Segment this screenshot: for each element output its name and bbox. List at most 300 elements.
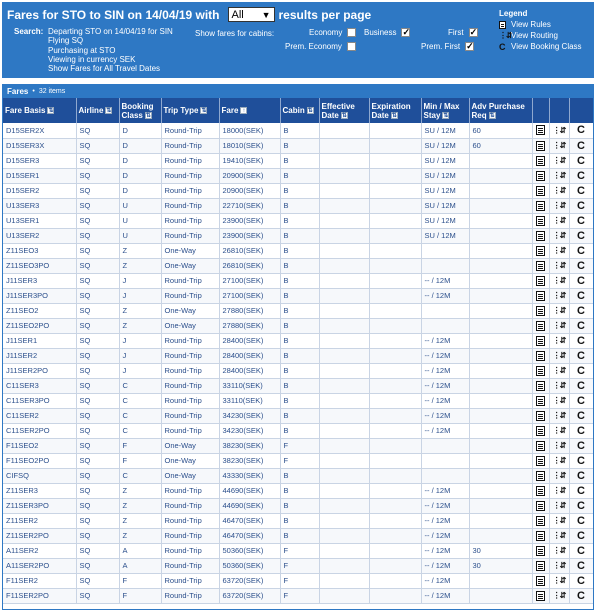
fare-basis-cell: D15SER3 <box>3 153 76 168</box>
booking-class-icon[interactable]: C <box>577 394 585 407</box>
rules-icon[interactable] <box>536 531 545 541</box>
rules-icon[interactable] <box>536 306 545 316</box>
adv-purchase-cell <box>469 393 532 408</box>
view-rules-cell <box>532 483 549 498</box>
view-routing-cell <box>549 198 569 213</box>
rules-icon[interactable] <box>536 276 545 286</box>
sort-icon[interactable]: ⇅ <box>391 112 397 119</box>
cabin-cell: B <box>280 423 319 438</box>
routing-icon[interactable]: ⋮⇵ <box>552 441 566 450</box>
routing-icon[interactable]: ⋮⇵ <box>552 276 566 285</box>
fare-basis-cell: Z11SEO3PO <box>3 258 76 273</box>
routing-icon[interactable]: ⋮⇵ <box>552 576 566 585</box>
fare-basis-cell: J11SER1 <box>3 333 76 348</box>
cabin-cell: B <box>280 138 319 153</box>
column-header[interactable] <box>119 98 161 123</box>
table-row <box>3 153 593 168</box>
column-header[interactable] <box>161 98 219 123</box>
booking-class-icon[interactable]: C <box>577 334 585 347</box>
airline-cell: SQ <box>76 228 119 243</box>
view-booking-class-cell <box>569 348 593 363</box>
routing-icon[interactable]: ⋮⇵ <box>552 201 566 210</box>
booking-class-cell: F <box>119 453 161 468</box>
expiration-date-cell <box>369 363 421 378</box>
rules-icon[interactable] <box>536 125 545 135</box>
rules-icon[interactable] <box>536 366 545 376</box>
effective-date-cell <box>319 363 369 378</box>
booking-class-icon[interactable]: C <box>577 469 585 482</box>
cabin-first[interactable] <box>448 28 478 37</box>
fare-basis-cell: Z11SEO3 <box>3 243 76 258</box>
view-rules-cell <box>532 168 549 183</box>
routing-icon[interactable]: ⋮⇵ <box>552 456 566 465</box>
rules-icon[interactable] <box>536 261 545 271</box>
booking-class-icon[interactable]: C <box>577 319 585 332</box>
trip-type-cell: Round-Trip <box>161 198 219 213</box>
fare-basis-cell: C11SER3 <box>3 378 76 393</box>
booking-class-cell: U <box>119 228 161 243</box>
airline-cell: SQ <box>76 453 119 468</box>
legend-view-routing <box>499 30 582 41</box>
view-routing-cell <box>549 123 569 138</box>
rules-icon[interactable] <box>536 486 545 496</box>
booking-class-icon[interactable]: C <box>577 154 585 167</box>
airline-cell: SQ <box>76 168 119 183</box>
routing-icon[interactable]: ⋮⇵ <box>552 141 566 150</box>
booking-class-icon[interactable]: C <box>577 259 585 272</box>
view-booking-class-cell <box>569 483 593 498</box>
view-routing-cell <box>549 213 569 228</box>
search-line: Viewing in currency SEK <box>48 54 136 64</box>
fare-basis-cell: CIFSQ <box>3 468 76 483</box>
view-rules-cell <box>532 453 549 468</box>
trip-type-cell: Round-Trip <box>161 378 219 393</box>
table-body <box>3 123 593 603</box>
airline-cell: SQ <box>76 543 119 558</box>
fare-cell: 27100(SEK) <box>219 288 280 303</box>
adv-purchase-cell: 30 <box>469 558 532 573</box>
sort-icon[interactable]: ⇅ <box>489 112 495 119</box>
rules-icon[interactable] <box>536 456 545 466</box>
adv-purchase-cell <box>469 153 532 168</box>
routing-icon[interactable]: ⋮⇵ <box>552 216 566 225</box>
trip-type-cell: Round-Trip <box>161 528 219 543</box>
fare-cell: 26810(SEK) <box>219 243 280 258</box>
legend-view-booking-class <box>499 41 582 52</box>
booking-class-icon[interactable]: C <box>577 514 585 527</box>
table-row <box>3 198 593 213</box>
rules-icon[interactable] <box>536 441 545 451</box>
rules-icon[interactable] <box>536 321 545 331</box>
routing-icon[interactable]: ⋮⇵ <box>552 261 566 270</box>
sort-icon[interactable]: ⇅ <box>106 108 112 115</box>
view-routing-cell <box>549 453 569 468</box>
fare-cell: 50360(SEK) <box>219 543 280 558</box>
table-row <box>3 333 593 348</box>
min-max-stay-cell: -- / 12M <box>421 423 469 438</box>
adv-purchase-cell <box>469 348 532 363</box>
rules-icon[interactable] <box>536 546 545 556</box>
rules-icon[interactable] <box>536 591 545 601</box>
column-header-label: Effective Date <box>321 101 355 120</box>
rules-icon[interactable] <box>536 171 545 181</box>
min-max-stay-cell: -- / 12M <box>421 333 469 348</box>
fare-cell: 20900(SEK) <box>219 168 280 183</box>
cabin-economy[interactable] <box>309 28 356 37</box>
search-label: Search: <box>14 27 44 36</box>
rules-icon[interactable] <box>536 426 545 436</box>
booking-class-cell: D <box>119 138 161 153</box>
rules-icon[interactable] <box>536 216 545 226</box>
routing-icon[interactable]: ⋮⇵ <box>552 246 566 255</box>
cabin-prem-economy-checkbox[interactable] <box>347 42 356 51</box>
table-row <box>3 423 593 438</box>
rules-icon[interactable] <box>536 156 545 166</box>
routing-icon[interactable]: ⋮⇵ <box>552 426 566 435</box>
view-rules-cell <box>532 228 549 243</box>
cabin-cell: B <box>280 153 319 168</box>
booking-class-icon[interactable]: C <box>577 139 585 152</box>
view-routing-cell <box>549 558 569 573</box>
column-header-label: Cabin <box>282 106 305 115</box>
routing-icon[interactable]: ⋮⇵ <box>552 336 566 345</box>
search-line: Purchasing at STO <box>48 45 116 55</box>
booking-class-cell: D <box>119 123 161 138</box>
trip-type-cell: Round-Trip <box>161 138 219 153</box>
cabin-prem-first[interactable] <box>421 42 474 51</box>
action-column-header <box>549 98 569 123</box>
column-header[interactable] <box>421 98 469 123</box>
fare-basis-cell: F11SEO2PO <box>3 453 76 468</box>
view-rules-cell <box>532 243 549 258</box>
legend-view-rules <box>499 19 582 30</box>
view-routing-cell <box>549 183 569 198</box>
adv-purchase-cell <box>469 513 532 528</box>
booking-class-cell: J <box>119 273 161 288</box>
view-rules-cell <box>532 183 549 198</box>
cabin-business-checkbox[interactable] <box>401 28 410 37</box>
airline-cell: SQ <box>76 393 119 408</box>
booking-class-icon[interactable]: C <box>577 184 585 197</box>
view-booking-class-cell <box>569 183 593 198</box>
booking-class-icon[interactable]: C <box>577 529 585 542</box>
column-header-label: Booking Class <box>121 101 154 120</box>
cabin-cell: B <box>280 213 319 228</box>
booking-class-icon[interactable]: C <box>577 454 585 467</box>
min-max-stay-cell: -- / 12M <box>421 363 469 378</box>
table-row <box>3 573 593 588</box>
min-max-stay-cell: SU / 12M <box>421 153 469 168</box>
cabin-prem-economy[interactable] <box>285 42 356 51</box>
min-max-stay-cell: -- / 12M <box>421 378 469 393</box>
rules-icon[interactable] <box>536 336 545 346</box>
rules-icon[interactable] <box>536 471 545 481</box>
view-rules-cell <box>532 198 549 213</box>
airline-cell: SQ <box>76 198 119 213</box>
airline-cell: SQ <box>76 423 119 438</box>
cabin-cell: B <box>280 333 319 348</box>
booking-class-icon[interactable]: C <box>577 484 585 497</box>
adv-purchase-cell <box>469 468 532 483</box>
column-header-label: Fare <box>221 106 239 115</box>
expiration-date-cell <box>369 213 421 228</box>
rules-icon[interactable] <box>536 576 545 586</box>
booking-class-cell: C <box>119 393 161 408</box>
trip-type-cell: Round-Trip <box>161 498 219 513</box>
adv-purchase-cell <box>469 183 532 198</box>
cabin-cell: B <box>280 498 319 513</box>
routing-icon[interactable]: ⋮⇵ <box>552 561 566 570</box>
routing-icon[interactable]: ⋮⇵ <box>552 156 566 165</box>
fare-basis-cell: J11SER3PO <box>3 288 76 303</box>
booking-class-icon[interactable]: C <box>577 304 585 317</box>
rules-icon[interactable] <box>536 516 545 526</box>
adv-purchase-cell <box>469 498 532 513</box>
view-booking-class-cell <box>569 438 593 453</box>
legend-label: View Booking Class <box>511 42 582 51</box>
min-max-stay-cell: -- / 12M <box>421 288 469 303</box>
booking-class-icon[interactable]: C <box>577 574 585 587</box>
rules-icon[interactable] <box>536 561 545 571</box>
cabin-cell: B <box>280 468 319 483</box>
sort-ascending-icon[interactable]: ↑ <box>242 108 246 115</box>
expiration-date-cell <box>369 183 421 198</box>
results-per-page-select[interactable] <box>228 7 275 22</box>
fare-cell: 18010(SEK) <box>219 138 280 153</box>
sort-icon[interactable]: ⇅ <box>443 112 449 119</box>
expiration-date-cell <box>369 498 421 513</box>
cabin-prem-first-checkbox[interactable] <box>465 42 474 51</box>
cabins-label: Show fares for cabins: <box>195 29 275 38</box>
expiration-date-cell <box>369 168 421 183</box>
adv-purchase-cell <box>469 288 532 303</box>
booking-class-icon[interactable]: C <box>577 379 585 392</box>
rules-icon[interactable] <box>536 411 545 421</box>
fare-cell: 34230(SEK) <box>219 408 280 423</box>
column-header[interactable] <box>469 98 532 123</box>
booking-class-icon[interactable]: C <box>577 364 585 377</box>
view-booking-class-cell <box>569 198 593 213</box>
table-row <box>3 183 593 198</box>
booking-class-icon[interactable]: C <box>577 229 585 242</box>
effective-date-cell <box>319 483 369 498</box>
view-booking-class-cell <box>569 138 593 153</box>
cabin-cell: F <box>280 453 319 468</box>
routing-icon[interactable]: ⋮⇵ <box>552 291 566 300</box>
min-max-stay-cell <box>421 243 469 258</box>
view-routing-cell <box>549 588 569 603</box>
view-routing-cell <box>549 393 569 408</box>
expiration-date-cell <box>369 333 421 348</box>
table-row <box>3 453 593 468</box>
routing-icon[interactable]: ⋮⇵ <box>552 306 566 315</box>
view-rules-cell <box>532 393 549 408</box>
rules-icon[interactable] <box>536 351 545 361</box>
cabin-cell: B <box>280 483 319 498</box>
column-header[interactable] <box>319 98 369 123</box>
min-max-stay-cell: -- / 12M <box>421 543 469 558</box>
view-rules-cell <box>532 333 549 348</box>
airline-cell: SQ <box>76 498 119 513</box>
adv-purchase-cell <box>469 588 532 603</box>
table-row <box>3 408 593 423</box>
rules-icon[interactable] <box>536 501 545 511</box>
booking-class-icon[interactable]: C <box>577 124 585 137</box>
booking-class-icon[interactable]: C <box>577 289 585 302</box>
routing-icon[interactable]: ⋮⇵ <box>552 546 566 555</box>
table-row <box>3 213 593 228</box>
cabin-first-checkbox[interactable] <box>469 28 478 37</box>
column-header[interactable] <box>280 98 319 123</box>
routing-icon[interactable]: ⋮⇵ <box>552 531 566 540</box>
routing-icon[interactable]: ⋮⇵ <box>552 366 566 375</box>
booking-class-icon[interactable]: C <box>577 349 585 362</box>
booking-class-cell: D <box>119 153 161 168</box>
cabin-cell: B <box>280 513 319 528</box>
view-booking-class-cell <box>569 573 593 588</box>
column-header[interactable] <box>219 98 280 123</box>
table-header-row <box>3 98 593 123</box>
cabin-cell: B <box>280 243 319 258</box>
booking-class-icon[interactable]: C <box>577 409 585 422</box>
routing-icon[interactable]: ⋮⇵ <box>552 516 566 525</box>
sort-icon[interactable]: ⇅ <box>145 112 151 119</box>
booking-class-cell: F <box>119 573 161 588</box>
view-booking-class-cell <box>569 588 593 603</box>
rules-icon[interactable] <box>536 141 545 151</box>
rules-icon[interactable] <box>536 246 545 256</box>
view-routing-cell <box>549 408 569 423</box>
sort-icon[interactable]: ⇅ <box>341 112 347 119</box>
view-booking-class-cell <box>569 543 593 558</box>
booking-class-icon[interactable]: C <box>577 199 585 212</box>
booking-class-icon[interactable]: C <box>577 559 585 572</box>
airline-cell: SQ <box>76 243 119 258</box>
trip-type-cell: Round-Trip <box>161 183 219 198</box>
cabin-economy-checkbox[interactable] <box>347 28 356 37</box>
effective-date-cell <box>319 453 369 468</box>
fare-basis-cell: U13SER2 <box>3 228 76 243</box>
table-row <box>3 558 593 573</box>
routing-icon[interactable]: ⋮⇵ <box>552 501 566 510</box>
routing-icon[interactable]: ⋮⇵ <box>552 471 566 480</box>
effective-date-cell <box>319 123 369 138</box>
routing-icon[interactable]: ⋮⇵ <box>552 591 566 600</box>
column-header[interactable] <box>369 98 421 123</box>
routing-icon[interactable]: ⋮⇵ <box>552 186 566 195</box>
booking-class-icon[interactable]: C <box>577 544 585 557</box>
table-row <box>3 303 593 318</box>
routing-icon[interactable]: ⋮⇵ <box>552 125 566 135</box>
trip-type-cell: One-Way <box>161 468 219 483</box>
routing-icon[interactable]: ⋮⇵ <box>552 351 566 360</box>
trip-type-cell: Round-Trip <box>161 273 219 288</box>
booking-class-icon[interactable]: C <box>577 439 585 452</box>
airline-cell: SQ <box>76 408 119 423</box>
view-routing-cell <box>549 258 569 273</box>
trip-type-cell: Round-Trip <box>161 213 219 228</box>
routing-icon[interactable]: ⋮⇵ <box>552 411 566 420</box>
routing-icon[interactable]: ⋮⇵ <box>552 396 566 405</box>
booking-class-icon[interactable]: C <box>577 274 585 287</box>
cabin-cell: F <box>280 588 319 603</box>
booking-class-cell: F <box>119 588 161 603</box>
column-header[interactable] <box>3 98 76 123</box>
booking-class-cell: Z <box>119 498 161 513</box>
rules-icon[interactable] <box>536 231 545 241</box>
effective-date-cell <box>319 243 369 258</box>
fare-cell: 28400(SEK) <box>219 363 280 378</box>
view-routing-cell <box>549 318 569 333</box>
view-rules-cell <box>532 438 549 453</box>
airline-cell: SQ <box>76 303 119 318</box>
column-header[interactable] <box>76 98 119 123</box>
booking-class-icon[interactable]: C <box>577 214 585 227</box>
min-max-stay-cell <box>421 453 469 468</box>
rules-icon[interactable] <box>536 186 545 196</box>
routing-icon[interactable]: ⋮⇵ <box>552 381 566 390</box>
booking-class-icon[interactable]: C <box>577 499 585 512</box>
cabin-cell: B <box>280 303 319 318</box>
booking-class-icon[interactable]: C <box>577 589 585 602</box>
trip-type-cell: Round-Trip <box>161 558 219 573</box>
table-row <box>3 438 593 453</box>
rules-icon[interactable] <box>536 396 545 406</box>
title-suffix: results per page <box>278 7 372 22</box>
booking-class-icon[interactable]: C <box>577 424 585 437</box>
routing-icon[interactable]: ⋮⇵ <box>552 171 566 180</box>
booking-class-icon[interactable]: C <box>577 169 585 182</box>
fare-basis-cell: F11SER2 <box>3 573 76 588</box>
rules-icon[interactable] <box>536 381 545 391</box>
table-row <box>3 498 593 513</box>
sort-icon[interactable]: ⇅ <box>307 108 313 115</box>
view-rules-cell <box>532 528 549 543</box>
min-max-stay-cell <box>421 258 469 273</box>
fare-basis-cell: D15SER3X <box>3 138 76 153</box>
fare-cell: 63720(SEK) <box>219 573 280 588</box>
cabin-cell: B <box>280 228 319 243</box>
view-booking-class-cell <box>569 468 593 483</box>
routing-icon[interactable]: ⋮⇵ <box>552 231 566 240</box>
sort-icon[interactable]: ⇅ <box>201 108 207 115</box>
view-booking-class-cell <box>569 123 593 138</box>
booking-class-cell: D <box>119 168 161 183</box>
expiration-date-cell <box>369 528 421 543</box>
expiration-date-cell <box>369 273 421 288</box>
routing-icon[interactable]: ⋮⇵ <box>552 321 566 330</box>
cabin-label: Prem. Economy <box>285 42 342 51</box>
table-row <box>3 243 593 258</box>
expiration-date-cell <box>369 588 421 603</box>
trip-type-cell: Round-Trip <box>161 123 219 138</box>
sort-icon[interactable]: ⇅ <box>48 108 54 115</box>
expiration-date-cell <box>369 123 421 138</box>
cabin-business[interactable] <box>364 28 410 37</box>
trip-type-cell: Round-Trip <box>161 153 219 168</box>
min-max-stay-cell: -- / 12M <box>421 573 469 588</box>
airline-cell: SQ <box>76 438 119 453</box>
cabin-label: Economy <box>309 28 343 37</box>
fare-basis-cell: C11SER2 <box>3 408 76 423</box>
rules-icon[interactable] <box>536 201 545 211</box>
routing-icon[interactable]: ⋮⇵ <box>552 486 566 495</box>
trip-type-cell: One-Way <box>161 303 219 318</box>
fare-basis-cell: A11SER2 <box>3 543 76 558</box>
fare-cell: 23900(SEK) <box>219 213 280 228</box>
booking-class-icon[interactable]: C <box>577 244 585 257</box>
rules-icon[interactable] <box>536 291 545 301</box>
